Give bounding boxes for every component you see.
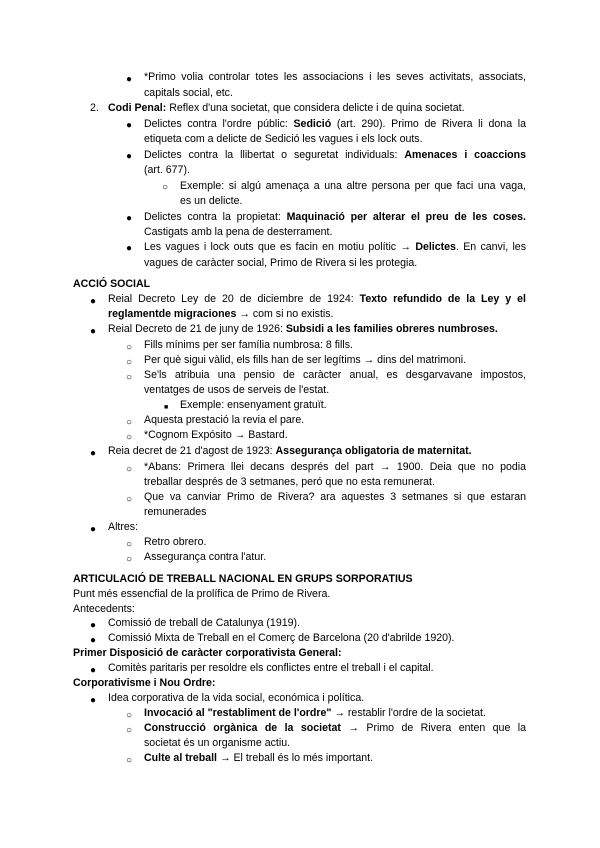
text-line: Castigats amb la pena de desterrament. — [144, 226, 333, 238]
text-line: Per què sigui vàlid, els fills han de ser legítims → dins del matrimoni. — [144, 354, 467, 366]
text-line: Fills mínims per ser família numbrosa: 8 fills. — [144, 339, 353, 351]
bullet-hollow-icon: ○ — [126, 710, 133, 721]
bullet-hollow-icon: ○ — [126, 372, 133, 383]
text-line: Altres: — [108, 521, 139, 533]
text-span: Reia decret de 21 d'agost de 1923: — [108, 445, 276, 457]
text-span: → Primo de Rivera enten que la — [340, 722, 527, 734]
bold-term: Invocació al "restabliment de l'ordre" — [144, 707, 332, 719]
text-line — [144, 210, 526, 226]
bullet-hollow-icon: ○ — [126, 494, 133, 505]
text-line: Comissió Mixta de Treball en el Comerç de Barcelona (20 d'abrilde 1920). — [108, 632, 455, 644]
text-span: (art. 290). Primo de Rivera li dona la — [331, 118, 526, 130]
text-line — [144, 148, 526, 164]
text-line: remunerades — [144, 506, 207, 518]
text-span: Reial Decreto Ley de 20 de diciembre de 1924: — [108, 293, 360, 305]
bold-term: Codi Penal: — [108, 102, 167, 114]
text-line: Comitès paritaris per resoldre els conflictes entre el treball i el capital. — [108, 662, 434, 674]
bullet-filled-icon: ● — [90, 695, 97, 706]
text-line: vagues de caràcter social, Primo de Rivera si les protegia. — [144, 257, 418, 269]
bold-term: Assegurança obligatoria de maternitat. — [275, 445, 472, 457]
text-span: Delictes contra la llibertat o seguretat individuals: — [144, 149, 405, 161]
bold-term: Delictes — [415, 241, 456, 253]
text-line: societat és un organisme actiu. — [144, 737, 291, 749]
text-line: Idea corporativa de la vida social, económica i política. — [108, 692, 365, 704]
text-line: *Cognom Expósito → Bastard. — [144, 429, 288, 441]
bullet-hollow-icon: ○ — [126, 432, 133, 443]
bullet-hollow-icon: ○ — [126, 725, 133, 736]
section-heading: ACCIÓ SOCIAL — [73, 278, 151, 290]
text-line: *Abans: Primera llei decans després del part → 1900. Deia que no podia — [144, 461, 526, 473]
text-line: Comissió de treball de Catalunya (1919). — [108, 617, 300, 629]
bold-term: Culte al treball — [144, 752, 217, 764]
subsection-heading: Primer Disposició de caràcter corporativista General: — [73, 647, 342, 659]
bullet-hollow-icon: ○ — [126, 755, 133, 766]
text-line: Retro obrero. — [144, 536, 207, 548]
bullet-filled-icon: ● — [90, 296, 97, 307]
bullet-filled-icon: ● — [90, 448, 97, 459]
bullet-hollow-icon: ○ — [126, 539, 133, 550]
text-line: Assegurança contra l'atur. — [144, 551, 267, 563]
text-line — [144, 240, 526, 256]
text-line: *Primo volia controlar totes les associacions i les seves activitats, associats, — [144, 71, 526, 83]
text-span: → com si no existis. — [236, 308, 334, 320]
text-span: Delictes contra la propietat: — [144, 211, 287, 223]
bold-term: Subsidi a les families obreres numbroses. — [285, 323, 498, 335]
text-line: Aquesta prestació la revia el pare. — [144, 414, 305, 426]
bullet-hollow-icon: ○ — [126, 464, 133, 475]
text-line — [108, 101, 465, 117]
bullet-filled-icon: ● — [126, 213, 133, 224]
text-line: (art. 677). — [144, 164, 190, 176]
bold-term: Sedició — [293, 118, 332, 130]
text-line: Punt més essencfial de la prolífica de Primo de Rivera. — [73, 588, 331, 600]
text-line: etiqueta com a delicte de Sedició les vagues i els lock outs. — [144, 133, 423, 145]
bullet-filled-icon: ● — [126, 151, 133, 162]
text-line — [108, 307, 334, 323]
bullet-hollow-icon: ○ — [126, 357, 133, 368]
text-line: Exemple: ensenyament gratuït. — [180, 399, 327, 411]
bold-term: Maquinació per alterar el preu de les coses. — [286, 211, 526, 223]
text-line: Se'ls atribuia una pensio de caràcter anual, es desgarvavane impostos, — [144, 369, 526, 381]
bullet-hollow-icon: ○ — [126, 342, 133, 353]
text-span: Delictes contra l'ordre públic: — [144, 118, 294, 130]
bullet-filled-icon: ● — [90, 665, 97, 676]
bullet-hollow-icon: ○ — [162, 182, 169, 193]
text-span: . En canvi, les — [455, 241, 526, 253]
subsection-heading: Corporativisme i Nou Ordre: — [73, 677, 216, 689]
text-span: Reial Decreto de 21 de juny de 1926: — [108, 323, 286, 335]
bold-term: Construcció orgànica de la societat — [144, 722, 341, 734]
bullet-hollow-icon: ○ — [126, 417, 133, 428]
bullet-filled-icon: ● — [126, 120, 133, 131]
section-heading: ARTICULACIÓ DE TREBALL NACIONAL EN GRUPS SORPORATIUS — [73, 573, 413, 585]
text-line — [144, 751, 373, 767]
bullet-filled-icon: ● — [90, 620, 97, 631]
text-span: Les vagues i lock outs que es facin en motiu polític → — [144, 241, 416, 253]
text-line — [144, 706, 486, 722]
text-span: Reflex d'una societat, que considera delicte i de quina societat. — [166, 102, 465, 114]
text-line: ventatges de usos de serveis de l'estat. — [144, 384, 330, 396]
bullet-square-icon: ■ — [164, 404, 169, 411]
bold-term: reglamentde migraciones — [108, 308, 237, 320]
text-span: → restablir l'ordre de la societat. — [331, 707, 486, 719]
text-line: Exemple: si algú amenaça a una altre persona per que faci una vaga, — [180, 180, 526, 192]
text-line: treballar després de 3 setmanes, peró que no esta remunerat. — [144, 476, 435, 488]
bullet-filled-icon: ● — [90, 635, 97, 646]
bullet-filled-icon: ● — [126, 74, 133, 85]
text-line: es un delicte. — [180, 195, 243, 207]
list-number: 2. — [90, 102, 99, 114]
text-line: Antecedents: — [73, 603, 135, 615]
text-line — [108, 444, 472, 460]
bold-term: Texto refundido de la Ley y el — [359, 293, 526, 305]
text-line — [108, 322, 498, 338]
bold-term: Amenaces i coaccions — [404, 149, 526, 161]
text-line: capitals social, etc. — [144, 87, 233, 99]
text-line — [144, 117, 526, 133]
text-line — [144, 721, 526, 737]
bullet-hollow-icon: ○ — [126, 554, 133, 565]
text-line: Que va canviar Primo de Rivera? ara aquestes 3 setmanes si que estaran — [144, 491, 526, 503]
bullet-filled-icon: ● — [126, 243, 133, 254]
bullet-filled-icon: ● — [90, 524, 97, 535]
text-line — [108, 292, 526, 308]
bullet-filled-icon: ● — [90, 326, 97, 337]
text-span: → El treball és lo més important. — [217, 752, 374, 764]
